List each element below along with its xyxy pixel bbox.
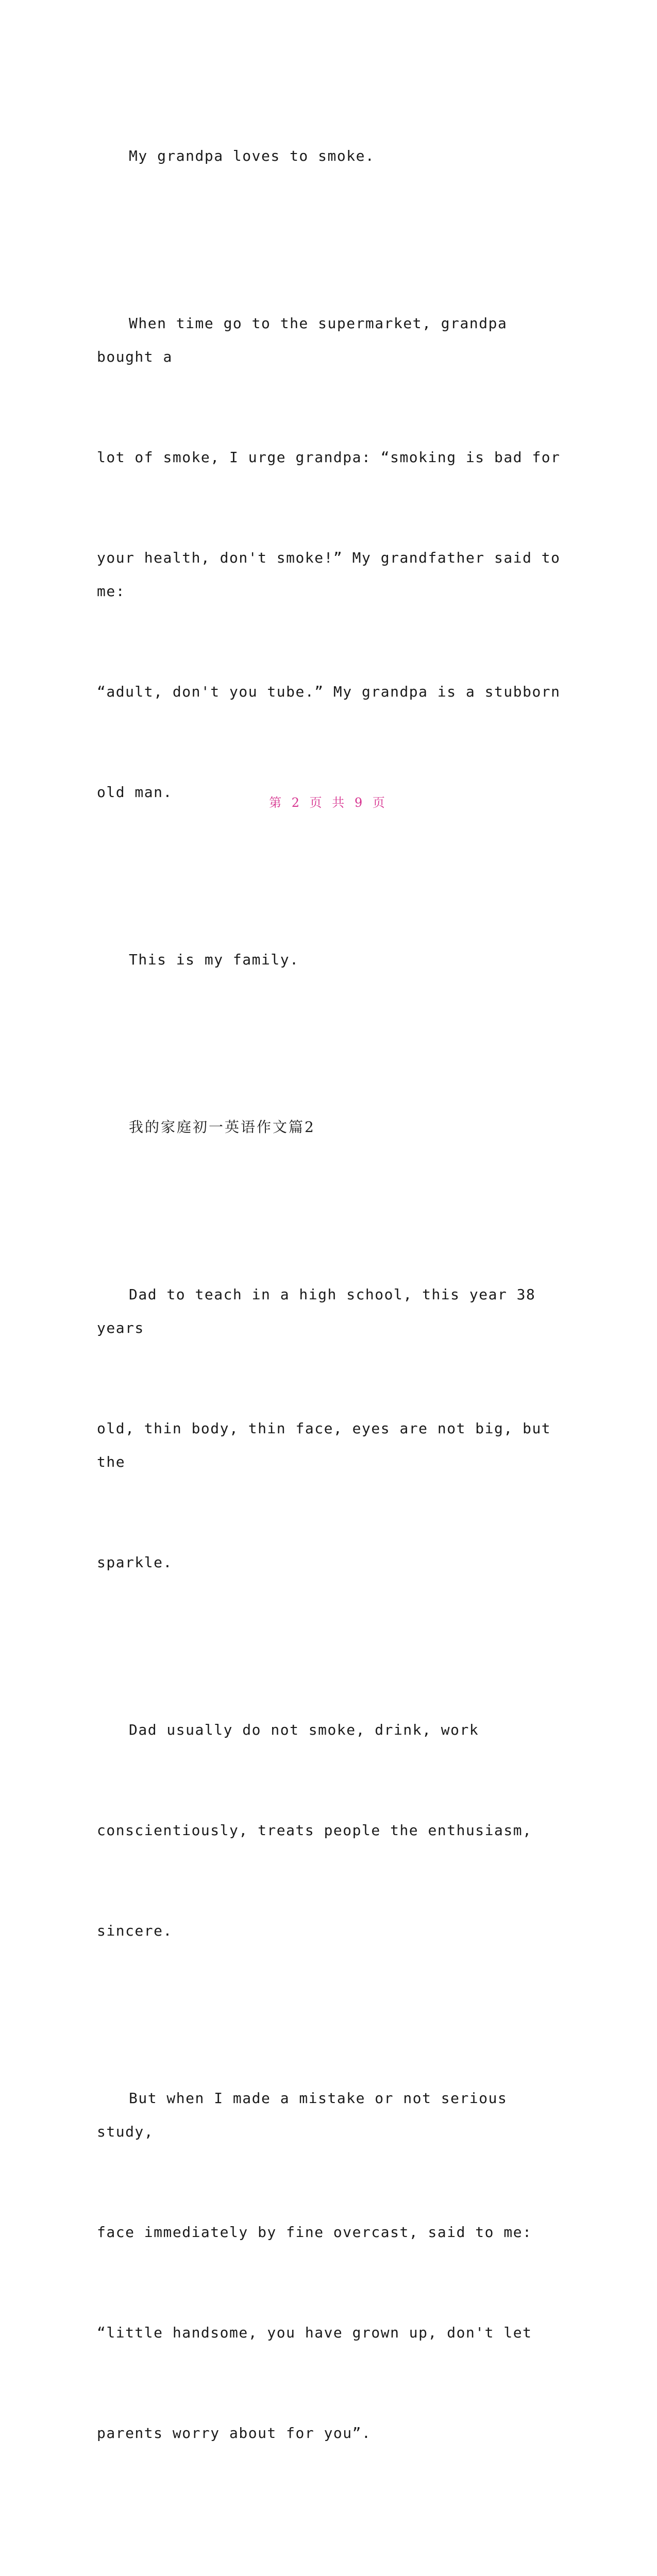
section-heading-text: 我的家庭初一英语作文篇2 xyxy=(129,1118,315,1136)
paragraph-line: But when I made a mistake or not serious study, xyxy=(97,2090,517,2140)
document-body xyxy=(97,72,570,2576)
paragraph-line: parents worry about for you”. xyxy=(97,2425,372,2442)
paragraph-line: My grandpa loves to smoke. xyxy=(129,147,375,164)
paragraph-line: sincere. xyxy=(97,1922,173,1939)
paragraph-line: your health, don't smoke!” My grandfather said to me: xyxy=(97,549,570,600)
paragraph-line: conscientiously, treats people the enthusiasm, xyxy=(97,1822,532,1839)
paragraph-line: This is my family. xyxy=(129,951,299,968)
paragraph-7 xyxy=(97,2014,561,2517)
paragraph-8 xyxy=(97,2517,561,2576)
section-heading xyxy=(97,1043,561,1211)
paragraph-line: sparkle. xyxy=(97,1554,173,1571)
paragraph-line: “adult, don't you tube.” My grandpa is a stubborn xyxy=(97,683,561,700)
page-number-footer: 第 2 页 共 9 页 xyxy=(269,795,388,810)
paragraph-line: old, thin body, thin face, eyes are not big, but the xyxy=(97,1420,561,1470)
paragraph-line: face immediately by fine overcast, said to me: xyxy=(97,2224,532,2241)
paragraph-line: Dad usually do not smoke, drink, work xyxy=(129,1721,479,1738)
paragraph-line: Dad to teach in a high school, this year 38 years xyxy=(97,1286,545,1336)
paragraph-6 xyxy=(97,1646,561,2014)
paragraph-5 xyxy=(97,1211,561,1646)
paragraph-line: When time go to the supermarket, grandpa bought a xyxy=(97,315,517,365)
paragraph-line: “little handsome, you have grown up, don't let xyxy=(97,2324,532,2341)
paragraph-1 xyxy=(97,72,561,240)
paragraph-3 xyxy=(97,876,561,1043)
paragraph-line: old man. xyxy=(97,784,173,801)
paragraph-2 xyxy=(97,240,570,876)
paragraph-line: lot of smoke, I urge grandpa: “smoking is bad for xyxy=(97,449,561,466)
